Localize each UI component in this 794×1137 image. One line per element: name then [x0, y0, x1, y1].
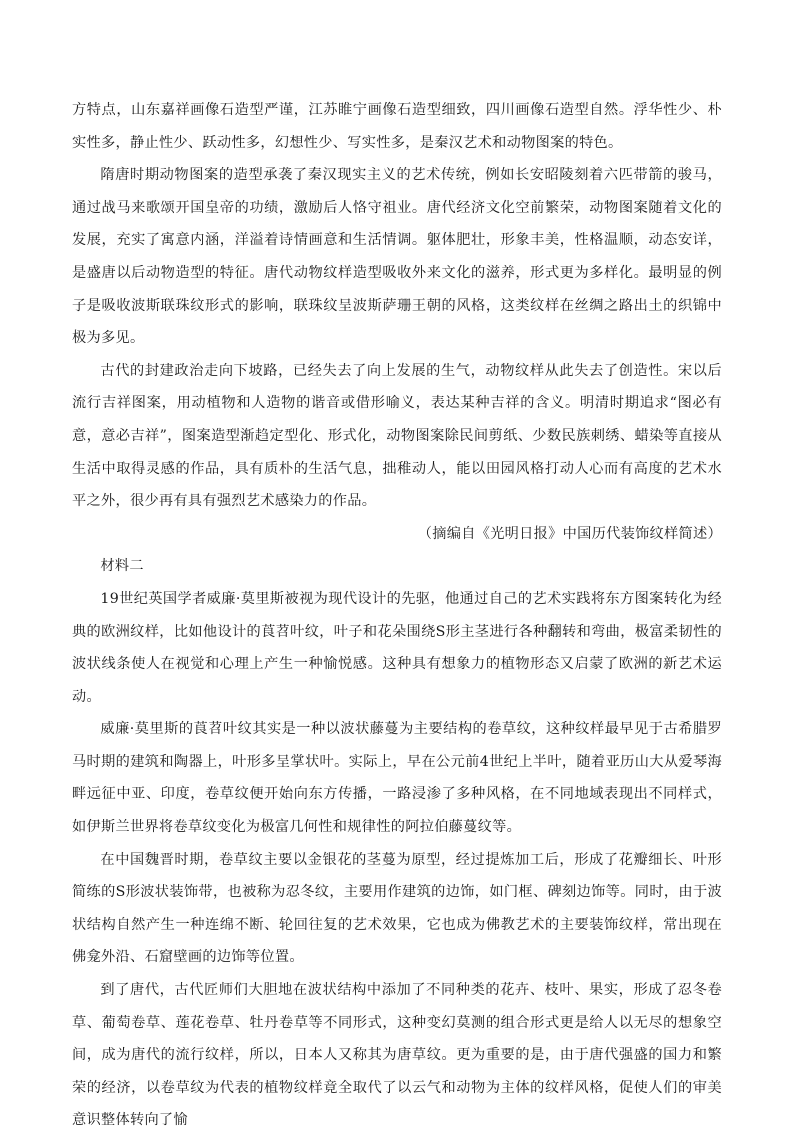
paragraph-continued: 方特点，山东嘉祥画像石造型严谨，江苏睢宁画像石造型细致，四川画像石造型自然。浮华性少、朴实性多，静止性少、跃动性多，幻想性少、写实性多，是秦汉艺术和动物图案的特色。: [72, 102, 722, 151]
paragraph-wei-jin: 在中国魏晋时期，卷草纹主要以金银花的茎蔓为原型，经过提炼加工后，形成了花瓣细长、叶形简练的S形波状装饰带，也被称为忍冬纹，主要用作建筑的边饰，如门框、碑刻边饰等。同时，由于波状结构自然产生一种连绵不断、轮回往复的艺术效果，它也成为佛教艺术的主要装饰纹样，常出现在佛龛外沿、石窟壁画的边饰等位置。: [72, 851, 722, 966]
document-page: [72, 94, 722, 1137]
paragraph-feudal-decline: 古代的封建政治走向下坡路，已经失去了向上发展的生气，动物纹样从此失去了创造性。宋以后流行吉祥图案，用动植物和人造物的谐音或借形喻义，表达某种吉祥的含义。明清时期追求“图必有意，意必吉祥”，图案造型渐趋定型化、形式化，动物图案除民间剪纸、少数民族刺绣、蜡染等直接从生活中取得灵感的作品，具有质朴的生活气息，拙稚动人，能以田园风格打动人心而有高度的艺术水平之外，很少再有具有强烈艺术感染力的作品。: [72, 362, 722, 510]
section-heading-material-two: 材料二: [100, 558, 144, 575]
paragraph-sui-tang: 隋唐时期动物图案的造型承袭了秦汉现实主义的艺术传统，例如长安昭陵刻着六匹带箭的骏马，通过战马来歌颂开国皇帝的功绩，激励后人恪守祖业。唐代经济文化空前繁荣，动物图案随着文化的发展，充实了寓意内涵，洋溢着诗情画意和生活情调。躯体肥壮，形象丰美，性格温顺，动态安详，是盛唐以后动物造型的特征。唐代动物纹样造型吸收外来文化的滋养，形式更为多样化。最明显的例子是吸收波斯联珠纹形式的影响，联珠纹呈波斯萨珊王朝的风格，这类纹样在丝绸之路出土的织锦中极为多见。: [72, 167, 722, 347]
paragraph-scroll-pattern: 威廉·莫里斯的莨苕叶纹其实是一种以波状藤蔓为主要结构的卷草纹，这种纹样最早见于古希腊罗马时期的建筑和陶器上，叶形多呈掌状叶。实际上，早在公元前4世纪上半叶，随着亚历山大从爱琴海畔远征中亚、印度，卷草纹便开始向东方传播，一路浸渗了多种风格，在不同地域表现出不同样式，如伊斯兰世界将卷草纹变化为极富几何性和规律性的阿拉伯藤蔓纹等。: [72, 721, 722, 836]
paragraph-tang-dynasty: 到了唐代，古代匠师们大胆地在波状结构中添加了不同种类的花卉、枝叶、果实，形成了忍冬卷草、葡萄卷草、莲花卷草、牡丹卷草等不同形式，这种变幻莫测的组合形式更是给人以无尽的想象空间，成为唐代的流行纹样，所以，日本人又称其为唐草纹。更为重要的是，由于唐代强盛的国力和繁荣的经济，以卷草纹为代表的植物纹样竟全取代了以云气和动物为主体的纹样风格，促使人们的审美意识整体转向了愉: [72, 982, 722, 1129]
paragraph-morris: 19世纪英国学者威廉·莫里斯被视为现代设计的先驱，他通过自己的艺术实践将东方图案转化为经典的欧洲纹样，比如他设计的莨苕叶纹，叶子和花朵围绕S形主茎进行各种翻转和弯曲，极富柔韧性的波状线条使人在视觉和心理上产生一种愉悦感。这种具有想象力的植物形态又启蒙了欧洲的新艺术运动。: [72, 590, 722, 705]
source-citation: （摘编自《光明日报》中国历代装饰纹样简述）: [417, 525, 722, 542]
